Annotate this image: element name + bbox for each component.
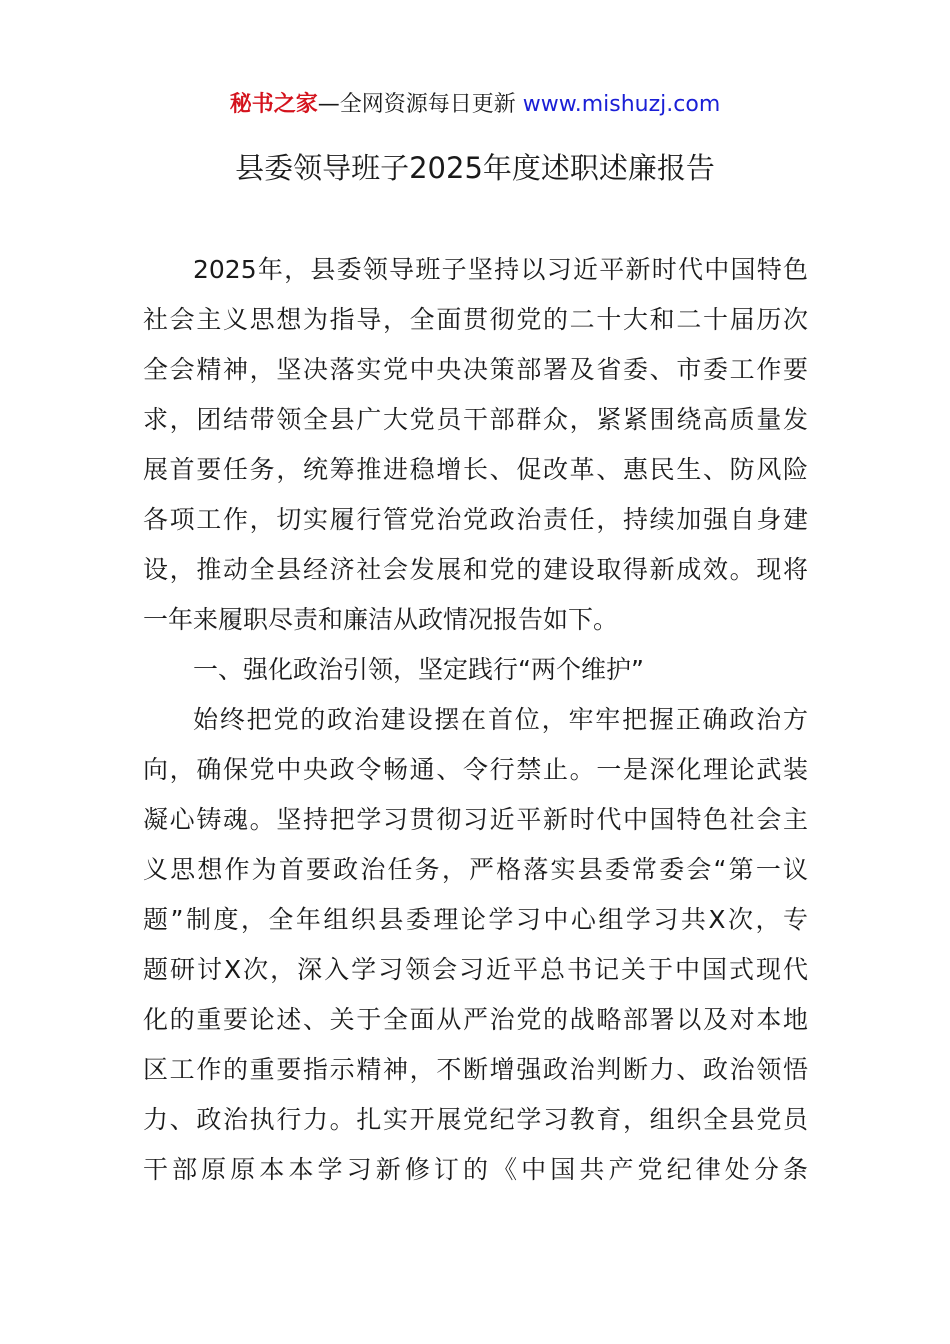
paragraph-2-line-4: 义思想作为首要政治任务，严格落实县委常委会“第一议 [143, 855, 808, 884]
paragraph-2-line-2: 向，确保党中央政令畅通、令行禁止。一是深化理论武装 [143, 755, 808, 784]
section-heading-1: 一、强化政治引领，坚定践行“两个维护” [193, 655, 644, 684]
paragraph-1-line-3: 全会精神，坚决落实党中央决策部署及省委、市委工作要 [143, 355, 808, 384]
paragraph-2-line-5: 题”制度，全年组织县委理论学习中心组学习共X次，专 [143, 905, 808, 934]
paragraph-2-line-7: 化的重要论述、关于全面从严治党的战略部署以及对本地 [143, 1005, 808, 1034]
brand-name: 秘书之家 [229, 92, 318, 117]
paragraph-1-line-7: 设，推动全县经济社会发展和党的建设取得新成效。现将 [143, 555, 808, 584]
paragraph-2-line-9: 力、政治执行力。扎实开展党纪学习教育，组织全县党员 [143, 1105, 808, 1134]
paragraph-2-line-3: 凝心铸魂。坚持把学习贯彻习近平新时代中国特色社会主 [143, 805, 808, 834]
paragraph-2-line-1: 始终把党的政治建设摆在首位，牢牢把握正确政治方 [193, 705, 808, 734]
site-header [0, 88, 950, 122]
paragraph-1-line-5: 展首要任务，统筹推进稳增长、促改革、惠民生、防风险 [143, 455, 808, 484]
site-url-link[interactable]: www.mishuzj.com [522, 92, 721, 117]
paragraph-1-line-4: 求，团结带领全县广大党员干部群众，紧紧围绕高质量发 [143, 405, 808, 434]
paragraph-1-line-8: 一年来履职尽责和廉洁从政情况报告如下。 [143, 605, 619, 634]
paragraph-1-line-1: 2025年，县委领导班子坚持以习近平新时代中国特色 [193, 255, 808, 284]
paragraph-2-line-10: 干部原原本本学习新修订的《中国共产党纪律处分条 [143, 1155, 808, 1184]
paragraph-2-line-6: 题研讨X次，深入学习领会习近平总书记关于中国式现代 [143, 955, 808, 984]
document-title: 县委领导班子2025年度述职述廉报告 [235, 151, 715, 185]
paragraph-2-line-8: 区工作的重要指示精神，不断增强政治判断力、政治领悟 [143, 1055, 808, 1084]
paragraph-1-line-2: 社会主义思想为指导，全面贯彻党的二十大和二十届历次 [143, 305, 808, 334]
document-body [143, 245, 808, 1195]
paragraph-1-line-6: 各项工作，切实履行管党治党政治责任，持续加强自身建 [143, 505, 808, 534]
site-tagline: —全网资源每日更新 [317, 92, 516, 117]
